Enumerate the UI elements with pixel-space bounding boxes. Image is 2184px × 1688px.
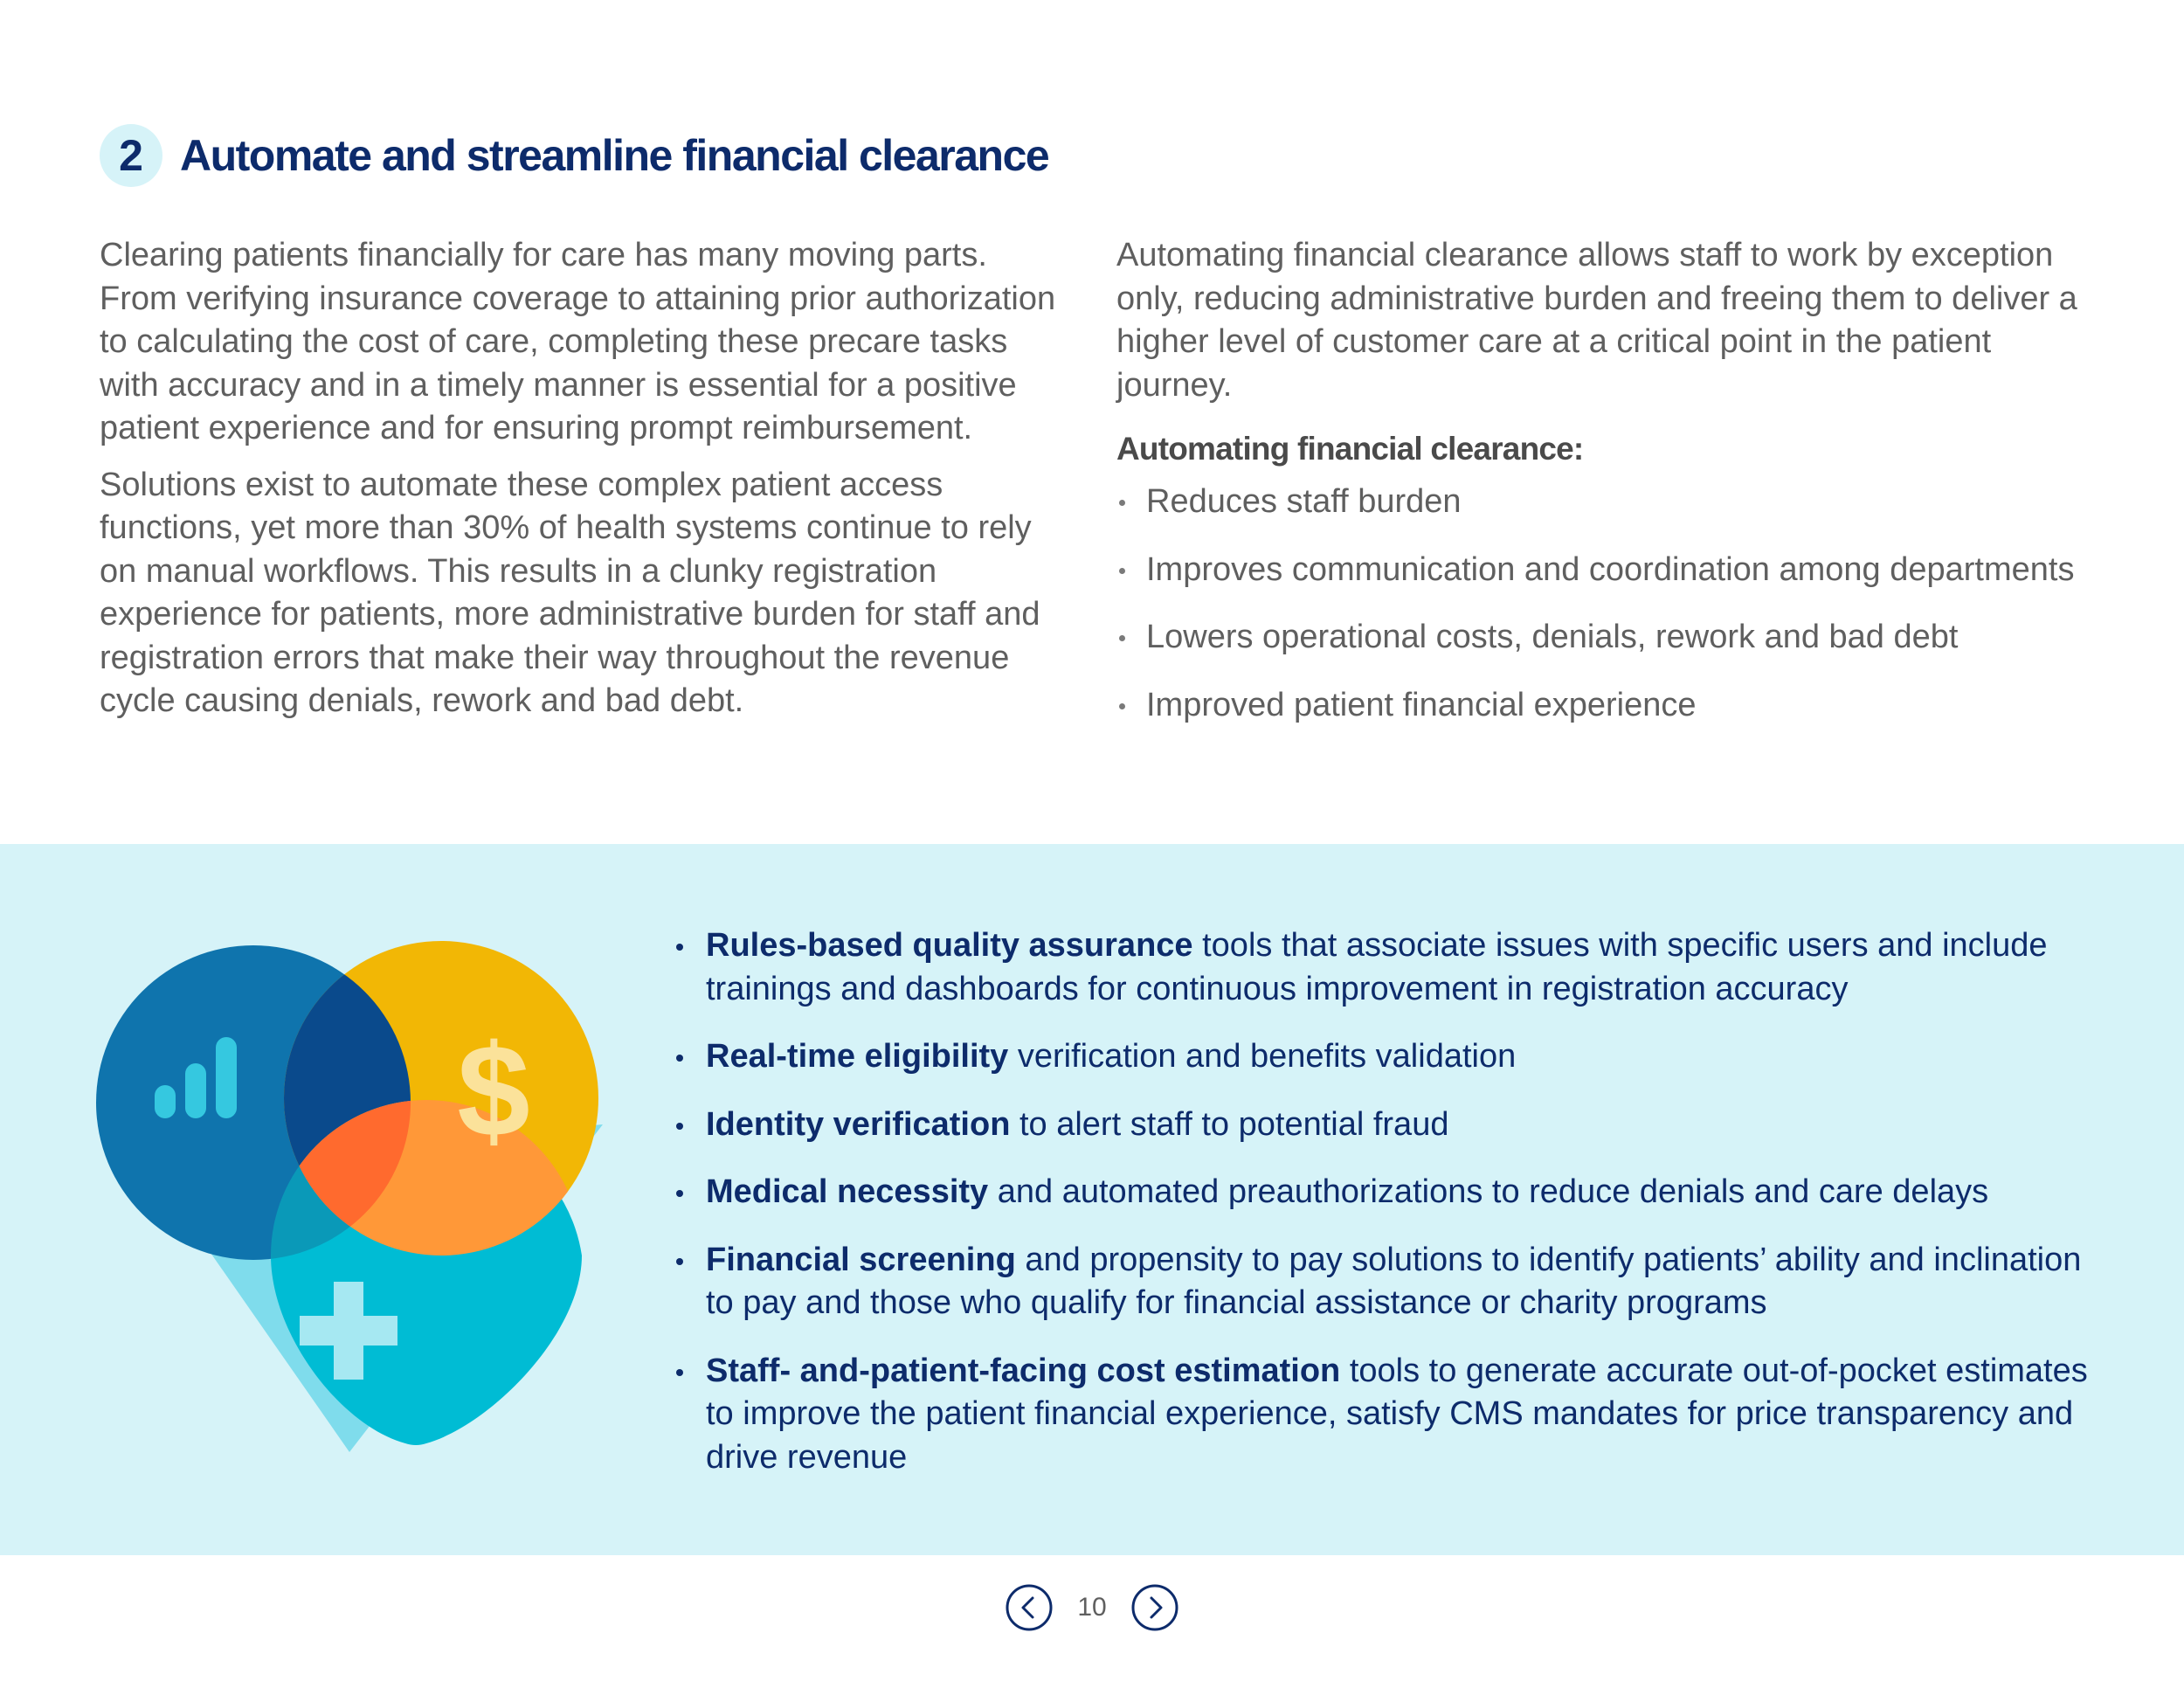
section-number-badge: 2 — [100, 124, 162, 187]
benefit-item: Reduces staff burden — [1116, 481, 2086, 524]
dollar-icon: $ — [457, 1017, 530, 1164]
feature-bold: Staff- and-patient-facing cost estimation — [706, 1352, 1341, 1389]
feature-item — [674, 1239, 2107, 1325]
feature-item — [674, 1171, 2107, 1214]
previous-page-button[interactable] — [1005, 1583, 1054, 1632]
feature-item — [674, 1103, 2107, 1147]
feature-text: verification and benefits validation — [1008, 1038, 1517, 1075]
page-number: 10 — [1077, 1593, 1107, 1622]
feature-item — [674, 924, 2107, 1011]
feature-bold: Financial screening — [706, 1241, 1016, 1278]
benefit-item: Improved patient financial experience — [1116, 684, 2086, 728]
feature-bold: Real-time eligibility — [706, 1038, 1009, 1075]
benefits-list — [1116, 481, 2086, 727]
feature-bold: Rules-based quality assurance — [706, 927, 1193, 964]
feature-bold: Identity verification — [706, 1105, 1011, 1143]
feature-item — [674, 1035, 2107, 1079]
benefits-heading: Automating financial clearance: — [1116, 431, 1584, 467]
left-column — [100, 234, 1069, 723]
features-list — [674, 924, 2107, 1504]
pagination — [1005, 1583, 1179, 1632]
chevron-right-icon — [1151, 1598, 1161, 1617]
automation-paragraph: Automating financial clearance allows staff to work by exception only, reducing administrative burden and freeing them to deliver a higher level of customer care at a critical point in the patient journey. — [1116, 237, 2077, 404]
feature-text: and propensity to pay solutions to identify patients’ ability and inclination to pay and those who qualify for financial assistance or charity programs — [706, 1241, 2082, 1321]
benefit-item: Improves communication and coordination among departments — [1116, 549, 2086, 592]
feature-text: tools that associate issues with specific users and include trainings and dashboards for continuous improvement in registration accuracy — [706, 927, 2048, 1007]
feature-text: and automated preauthorizations to reduce denials and care delays — [988, 1173, 1989, 1210]
intro-paragraph: Clearing patients financially for care has many moving parts. From verifying insurance coverage to attaining prior authorization to calculating the cost of care, completing these precare tasks with accuracy and in a timely manner is essential for a positive patient experience and for ensuring prompt reimbursement. — [100, 237, 1056, 446]
chevron-left-icon — [1023, 1598, 1033, 1617]
next-page-button[interactable] — [1130, 1583, 1179, 1632]
feature-text: tools to generate accurate out-of-pocket estimates to improve the patient financial experience, satisfy CMS mandates for price transparency and drive revenue — [706, 1352, 2088, 1476]
feature-item — [674, 1350, 2107, 1480]
section-title: Automate and streamline financial clearance — [180, 131, 1049, 180]
feature-text: to alert staff to potential fraud — [1010, 1105, 1449, 1143]
feature-bold: Medical necessity — [706, 1173, 989, 1210]
heart-venn-illustration — [87, 937, 620, 1461]
solutions-paragraph: Solutions exist to automate these complex patient access functions, yet more than 30% of health systems continue to rely on manual workflows. This results in a clunky registration experience for patients, more administrative burden for staff and registration errors that make their way throughout the revenue cycle causing denials, rework and bad debt. — [100, 466, 1040, 719]
right-column — [1116, 234, 2086, 751]
benefit-item: Lowers operational costs, denials, rework and bad debt — [1116, 616, 2086, 660]
